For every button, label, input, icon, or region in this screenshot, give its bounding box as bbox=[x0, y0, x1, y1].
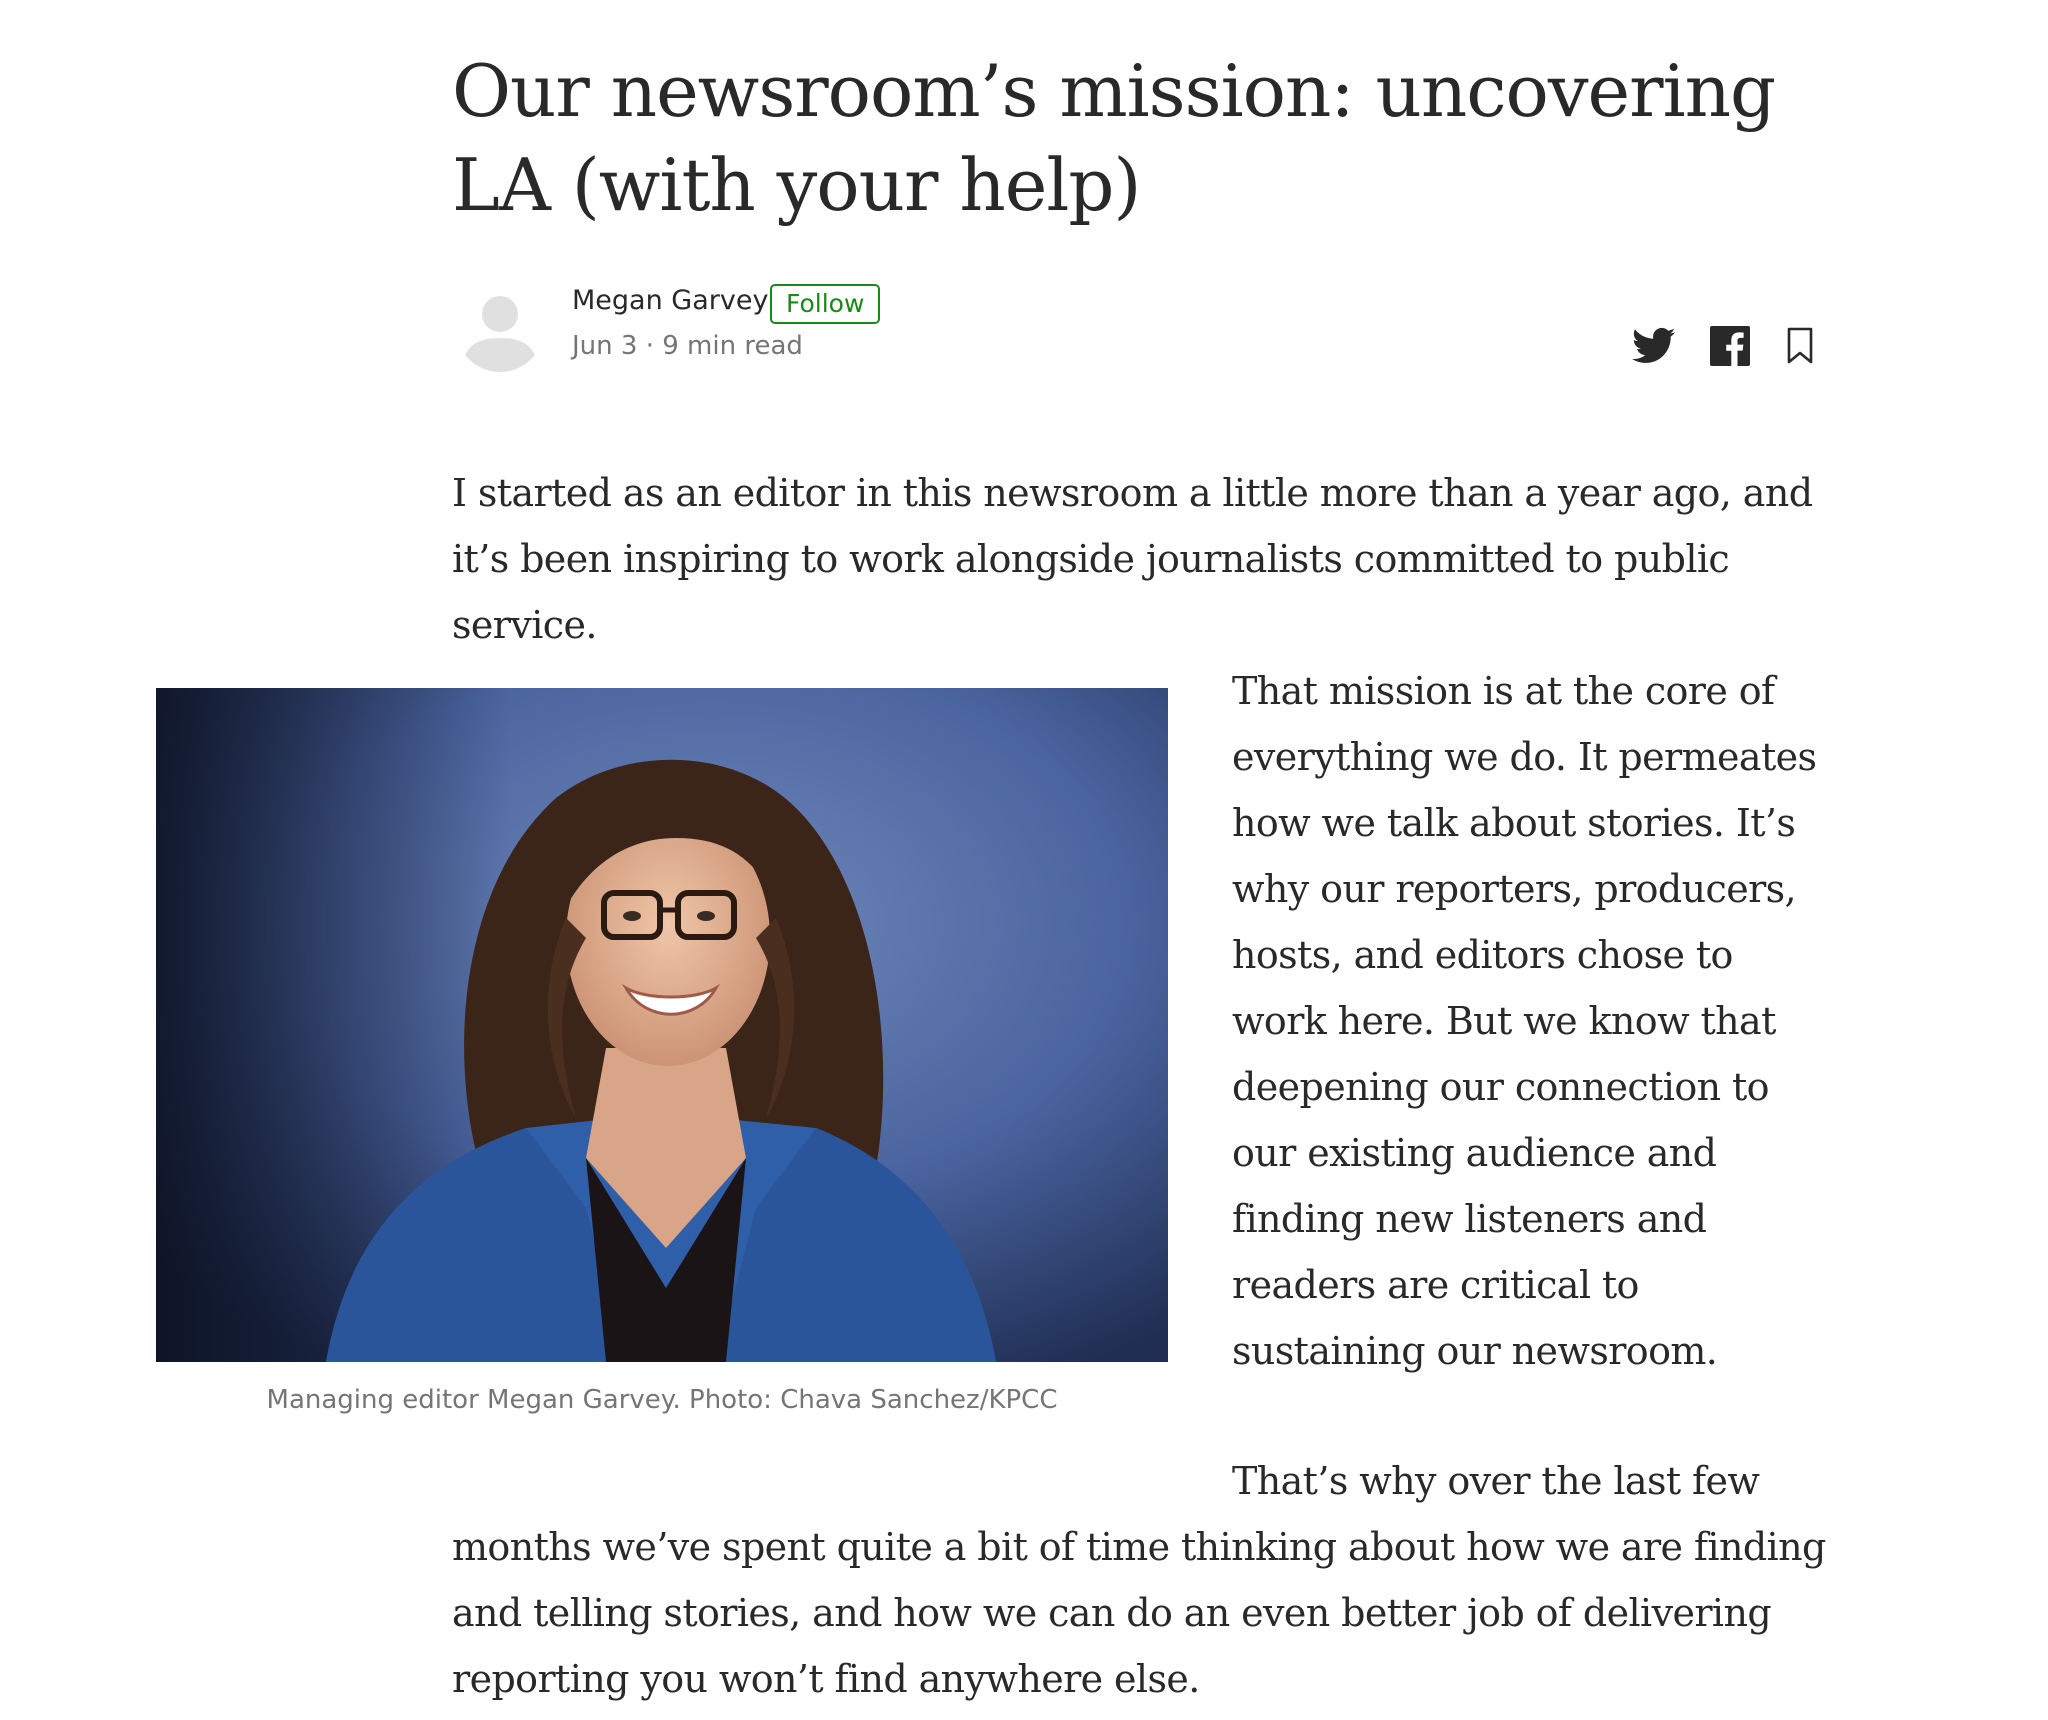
article-paragraph-lead: That’s why over the last few bbox=[1232, 1459, 1760, 1503]
article-meta: Jun 3 · 9 min read bbox=[572, 331, 803, 361]
share-twitter-button[interactable] bbox=[1628, 322, 1680, 370]
article-paragraph-continuation: months we’ve spent quite a bit of time thinking about how we are finding and telling stories, and how we can do an even better job of delivering reporting you won’t find anywhere else. bbox=[452, 1525, 1826, 1701]
portrait-image bbox=[156, 688, 1168, 1362]
facebook-icon bbox=[1710, 326, 1750, 366]
author-avatar[interactable] bbox=[456, 284, 544, 372]
twitter-icon bbox=[1632, 327, 1676, 365]
article-paragraph: That mission is at the core of everything we do. It permeates how we talk about stories. It’s why our reporters, producers, hosts, and editors chose to work here. But we know that deepening our connection to our existing audience and finding new listeners and readers are critical to sustaining our newsroom. bbox=[1232, 669, 1817, 1373]
article-paragraph: I started as an editor in this newsroom a little more than a year ago, and it’s been inspiring to work alongside journalists committed to public service. bbox=[452, 471, 1813, 647]
bookmark-icon bbox=[1786, 327, 1814, 365]
author-name-link[interactable]: Megan Garvey bbox=[572, 285, 769, 316]
author-photo bbox=[156, 688, 1168, 1362]
article-title: Our newsroom’s mission: uncovering LA (with your help) bbox=[452, 49, 1776, 227]
follow-button[interactable]: Follow bbox=[770, 284, 880, 324]
default-avatar-icon bbox=[456, 284, 544, 372]
bookmark-button[interactable] bbox=[1782, 322, 1818, 370]
share-facebook-button[interactable] bbox=[1706, 322, 1754, 370]
photo-caption: Managing editor Megan Garvey. Photo: Chava Sanchez/KPCC bbox=[266, 1385, 1058, 1415]
